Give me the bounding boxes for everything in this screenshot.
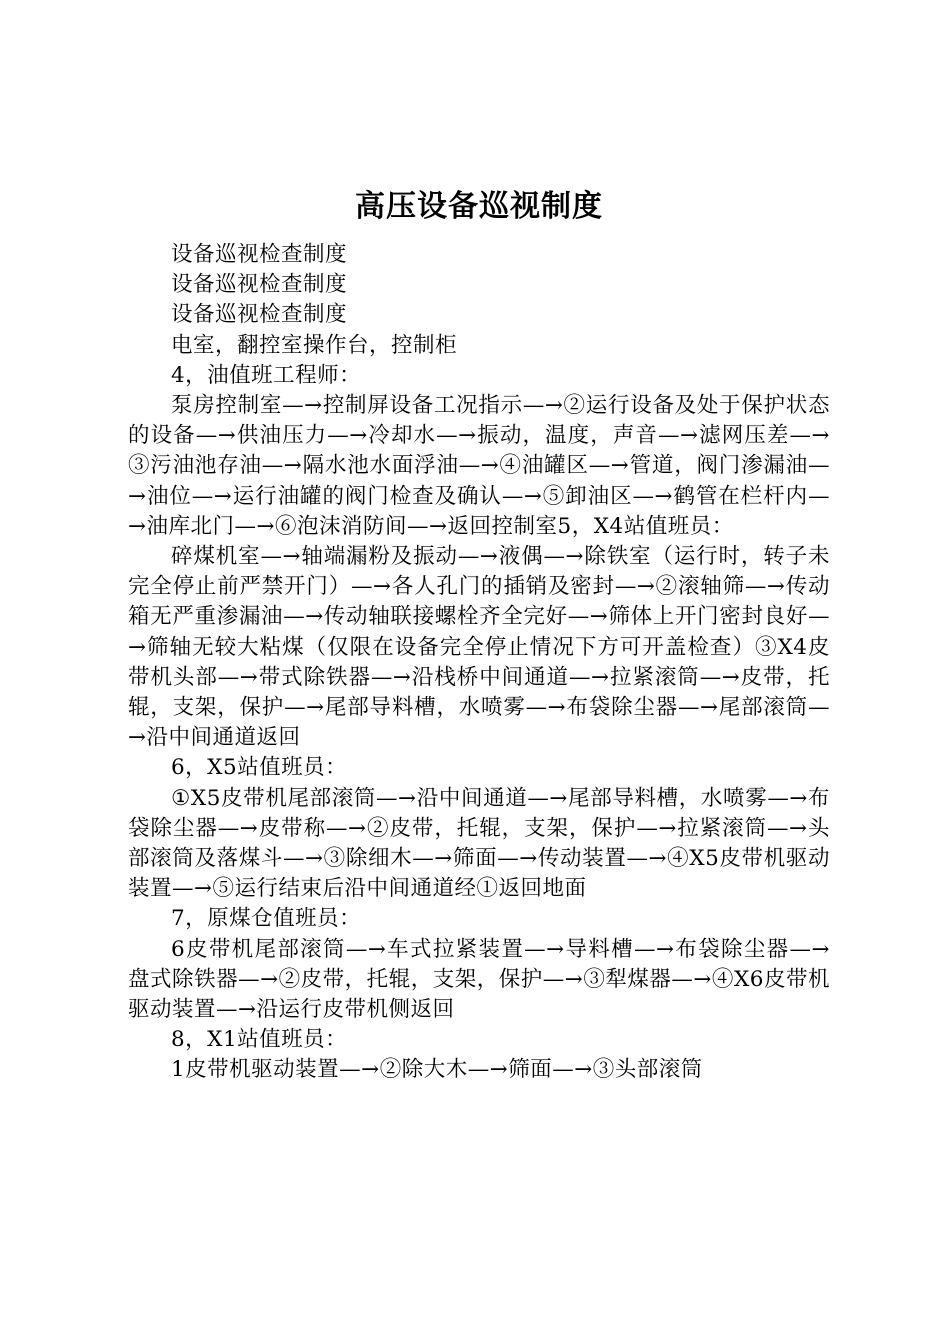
section-heading-7: 7，原煤仓值班员： bbox=[171, 906, 362, 932]
document-title: 高压设备巡视制度 bbox=[355, 189, 603, 224]
paragraph-x4-route: 碎煤机室—→轴端漏粉及振动—→液偶—→除铁室（运行时，转子未完全停止前严禁开门）—→各人孔门的插销及密封—→②滚轴筛—→传动箱无严重渗漏油—→传动轴联接螺栓齐全完好—→筛体上开门密封良好—→筛轴无较大粘煤（仅限在设备完全停止情况下方可开盖检查）③X4皮带机头部—→带式除铁器—→沿栈桥中间通道—→拉紧滚筒—→皮带，托辊，支架，保护—→尾部导料槽，水喷雾—→布袋除尘器—→尾部滚筒—→沿中间通道返回 bbox=[128, 544, 830, 751]
paragraph-x5-route: ①X5皮带机尾部滚筒—→沿中间通道—→尾部导料槽，水喷雾—→布袋除尘器—→皮带称—→②皮带，托辊，支架，保护—→拉紧滚筒—→头部滚筒及落煤斗—→③除细木—→筛面—→传动装置—→④X5皮带机驱动装置—→⑤运行结束后沿中间通道经①返回地面 bbox=[128, 785, 830, 902]
section-heading-4: 4，油值班工程师： bbox=[171, 362, 362, 388]
paragraph-1: 设备巡视检查制度 bbox=[171, 242, 348, 267]
paragraph-3: 设备巡视检查制度 bbox=[171, 302, 348, 328]
paragraph-oil-route: 泵房控制室—→控制屏设备工况指示—→②运行设备及处于保护状态的设备—→供油压力—→冷却水—→振动，温度，声音—→滤网压差—→③污油池存油—→隔水池水面浮油—→④油罐区—→管道，阀门渗漏油—→油位—→运行油罐的阀门检查及确认—→⑤卸油区—→鹤管在栏杆内—→油库北门—→⑥泡沫消防间—→返回控制室5，X4站值班员： bbox=[128, 393, 830, 539]
paragraph-4: 电室，翻控室操作台，控制柜 bbox=[171, 332, 458, 358]
paragraph-coal-bunker-route: 6皮带机尾部滚筒—→车式拉紧装置—→导料槽—→布袋除尘器—→盘式除铁器—→②皮带，托辊，支架，保护—→③犁煤器—→④X6皮带机驱动装置—→沿运行皮带机侧返回 bbox=[128, 936, 830, 1023]
section-heading-8: 8，X1站值班员： bbox=[171, 1027, 348, 1053]
section-heading-6: 6，X5站值班员： bbox=[171, 755, 348, 781]
paragraph-2: 设备巡视检查制度 bbox=[171, 272, 348, 298]
document-page bbox=[128, 180, 830, 1086]
paragraph-x1-route: 1皮带机驱动装置—→②除大木—→筛面—→③头部滚筒 bbox=[171, 1057, 703, 1083]
